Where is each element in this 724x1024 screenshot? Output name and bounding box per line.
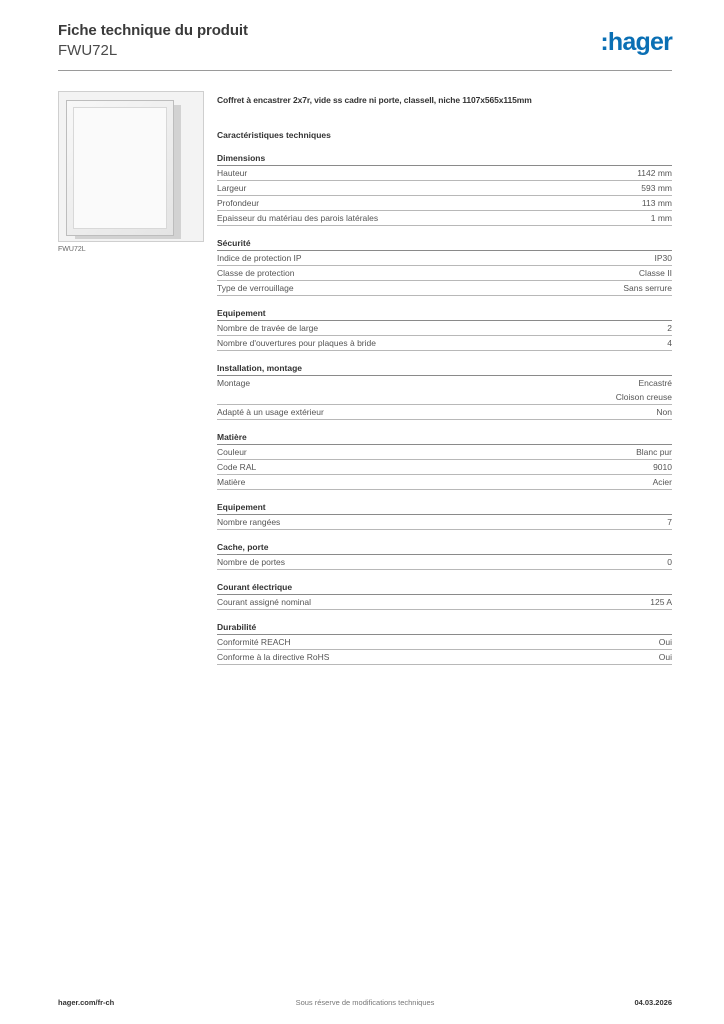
spec-label: Indice de protection IP: [217, 253, 302, 263]
spec-value: [659, 650, 672, 664]
spec-row: [217, 281, 672, 296]
tech-characteristics-title: Caractéristiques techniques: [217, 130, 331, 140]
spec-row: [217, 460, 672, 475]
section-title: Equipement: [217, 308, 672, 321]
spec-label: Conformité REACH: [217, 637, 291, 647]
spec-value-line: Non: [656, 407, 672, 417]
spec-value-line: 1142 mm: [637, 168, 672, 178]
section-title: Durabilité: [217, 622, 672, 635]
spec-label: Code RAL: [217, 462, 257, 472]
spec-value: [667, 321, 672, 335]
spec-label: Nombre d'ouvertures pour plaques à bride: [217, 338, 376, 348]
image-caption: FWU72L: [58, 246, 86, 253]
enclosure-illustration: [66, 100, 174, 236]
spec-value-line: 2: [667, 323, 672, 333]
spec-value: [641, 181, 672, 195]
spec-value: [667, 555, 672, 569]
spec-label: Conforme à la directive RoHS: [217, 652, 330, 662]
section-title: Equipement: [217, 502, 672, 515]
spec-label: Profondeur: [217, 198, 260, 208]
spec-value-line: 7: [667, 517, 672, 527]
spec-label: Couleur: [217, 447, 247, 457]
spec-content: [217, 95, 672, 665]
spec-row: [217, 445, 672, 460]
spec-value: [639, 266, 672, 280]
spec-row: [217, 650, 672, 665]
spec-label: Nombre de portes: [217, 557, 286, 567]
spec-value-line: 9010: [653, 462, 672, 472]
spec-value: [667, 336, 672, 350]
spec-value-line: 0: [667, 557, 672, 567]
section-title: Cache, porte: [217, 542, 672, 555]
spec-section: [217, 363, 672, 420]
spec-value: [659, 635, 672, 649]
spec-value: [623, 281, 672, 295]
product-reference: FWU72L: [58, 42, 118, 59]
spec-row: [217, 166, 672, 181]
spec-value-line: 1 mm: [650, 213, 672, 223]
spec-section: [217, 432, 672, 490]
spec-value: [653, 460, 672, 474]
spec-value: [653, 475, 672, 489]
spec-row: [217, 251, 672, 266]
spec-section: [217, 622, 672, 665]
spec-row: [217, 336, 672, 351]
spec-value-line: Oui: [658, 652, 672, 662]
spec-label: Type de verrouillage: [217, 283, 294, 293]
spec-value: [636, 445, 672, 459]
product-image: [58, 91, 204, 242]
hager-logo: :hager: [600, 28, 672, 56]
spec-value-line: Oui: [658, 637, 672, 647]
spec-label: Hauteur: [217, 168, 248, 178]
spec-label: Montage: [217, 378, 251, 388]
spec-section: [217, 582, 672, 610]
footer-date: 04.03.2026: [634, 998, 672, 1007]
spec-value-line: Sans serrure: [623, 283, 672, 293]
section-title: Matière: [217, 432, 672, 445]
page-title: Fiche technique du produit: [58, 22, 248, 39]
spec-value: [667, 515, 672, 529]
spec-label: Matière: [217, 477, 246, 487]
spec-value: [655, 251, 673, 265]
spec-value-line: 113 mm: [641, 198, 672, 208]
spec-label: Largeur: [217, 183, 247, 193]
spec-label: Nombre de travée de large: [217, 323, 319, 333]
spec-section: [217, 308, 672, 351]
spec-row: [217, 555, 672, 570]
section-title: Sécurité: [217, 238, 672, 251]
spec-label: Adapté à un usage extérieur: [217, 407, 324, 417]
spec-row: [217, 181, 672, 196]
spec-value-line: Encastré: [638, 378, 672, 388]
spec-value-line: 125 A: [650, 597, 672, 607]
footer-website: hager.com/fr-ch: [58, 998, 115, 1007]
spec-value: [656, 405, 672, 419]
spec-label: Epaisseur du matériau des parois latérales: [217, 213, 379, 223]
spec-value-line: Acier: [652, 477, 672, 487]
product-description: Coffret à encastrer 2x7r, vide ss cadre ni porte, classeII, niche 1107x565x115mm: [217, 95, 532, 105]
spec-row: [217, 595, 672, 610]
spec-row: [217, 515, 672, 530]
section-title: Dimensions: [217, 153, 672, 166]
spec-section: [217, 542, 672, 570]
spec-value: [651, 211, 672, 225]
spec-value-line: Blanc pur: [636, 447, 672, 457]
spec-row: [217, 211, 672, 226]
section-title: Courant électrique: [217, 582, 672, 595]
spec-value-line: Cloison creuse: [615, 392, 672, 402]
spec-row: [217, 635, 672, 650]
spec-sections: [217, 153, 672, 665]
footer-notice: Sous réserve de modifications techniques: [295, 998, 435, 1007]
spec-section: [217, 153, 672, 226]
spec-label: Classe de protection: [217, 268, 295, 278]
spec-value: [642, 196, 672, 210]
spec-label: Courant assigné nominal: [217, 597, 312, 607]
spec-value: [650, 595, 672, 609]
spec-value-line: 593 mm: [641, 183, 672, 193]
section-title: Installation, montage: [217, 363, 672, 376]
spec-value-line: 4: [667, 338, 672, 348]
spec-row: [217, 376, 672, 405]
spec-row: [217, 475, 672, 490]
spec-section: [217, 238, 672, 296]
spec-value: [616, 376, 672, 404]
spec-section: [217, 502, 672, 530]
spec-value: [637, 166, 672, 180]
spec-value-line: IP30: [654, 253, 672, 263]
page-header: [58, 22, 672, 71]
spec-row: [217, 196, 672, 211]
spec-value-line: Classe II: [638, 268, 672, 278]
spec-row: [217, 405, 672, 420]
spec-row: [217, 266, 672, 281]
spec-row: [217, 321, 672, 336]
spec-label: Nombre rangées: [217, 517, 281, 527]
